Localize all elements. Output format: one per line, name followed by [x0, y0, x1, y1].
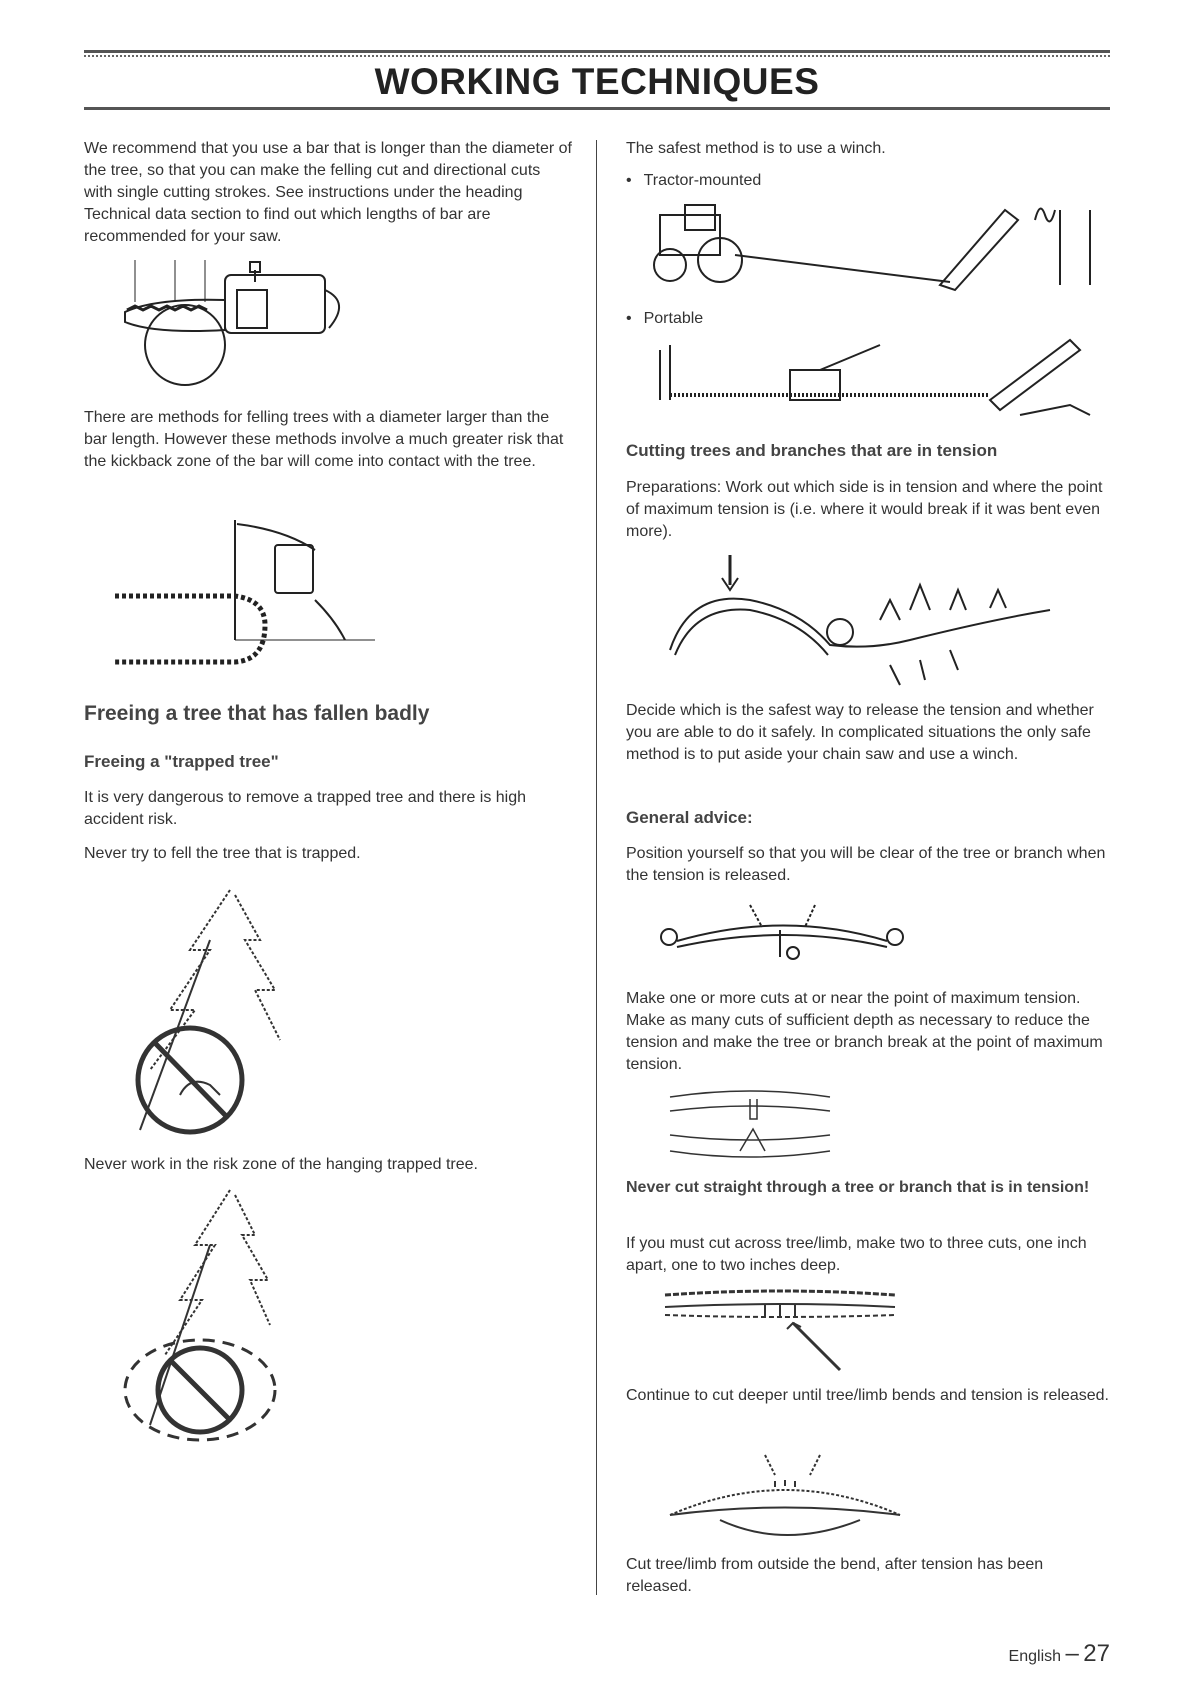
safest-way-paragraph: Decide which is the safest way to release the tension and whether you are able to do it safely. In complicated situations the only safe method is to put aside your chain saw and use a winch.: [626, 702, 1094, 763]
tractor-winch-illustration: [640, 200, 1100, 295]
portable-winch-illustration: [650, 340, 1090, 425]
bullet-tractor-label: Tractor-mounted: [643, 172, 762, 189]
bullet-tractor-mounted: [626, 172, 761, 190]
page-title: WORKING TECHNIQUES: [374, 61, 820, 102]
cut-deeper-paragraph: Continue to cut deeper until tree/limb bends and tension is released.: [626, 1387, 1109, 1404]
kickback-zone-illustration: [115, 510, 385, 680]
multiple-cuts-paragraph: If you must cut across tree/limb, make two to three cuts, one inch apart, one to two inches deep.: [626, 1235, 1087, 1274]
tension-tree-illustration: [650, 550, 1070, 690]
header-band: [84, 50, 1110, 110]
general-advice-heading: General advice:: [626, 808, 753, 827]
never-fell-trapped-paragraph: Never try to fell the tree that is trapped.: [84, 845, 361, 862]
freeing-tree-heading: Freeing a tree that has fallen badly: [84, 702, 430, 725]
bullet-dot: •: [626, 172, 632, 189]
clear-position-illustration: [655, 895, 915, 975]
large-diameter-paragraph: There are methods for felling trees with a diameter larger than the bar length. However these methods involve a much greater risk that the kickback zone of the bar will come into contact with the tree.: [84, 409, 564, 470]
bullet-portable: [626, 310, 703, 328]
winch-paragraph: The safest method is to use a winch.: [626, 140, 886, 157]
position-yourself-paragraph: Position yourself so that you will be clear of the tree or branch when the tension is released.: [626, 845, 1106, 884]
cut-after-release-paragraph: Cut tree/limb from outside the bend, after tension has been released.: [626, 1556, 1044, 1595]
page-footer: [1009, 1640, 1110, 1668]
three-cuts-illustration: [655, 1285, 905, 1380]
risk-zone-illustration: [120, 1185, 280, 1445]
bullet-dot: •: [626, 310, 632, 327]
tension-cuts-illustration: [665, 1085, 835, 1165]
bar-length-paragraph: We recommend that you use a bar that is longer than the diameter of the tree, so that you can make the felling cut and directional cuts with single cutting strokes. See instructions under the heading Technical data section to find out which lengths of bar are recommended for your saw.: [84, 140, 572, 245]
trapped-tree-danger-paragraph: It is very dangerous to remove a trapped tree and there is high accident risk.: [84, 789, 527, 828]
risk-zone-paragraph: Never work in the risk zone of the hanging trapped tree.: [84, 1156, 478, 1173]
cuts-at-tension-paragraph: Make one or more cuts at or near the point of maximum tension. Make as many cuts of sufficient depth as necessary to reduce the tension and make the tree or branch break at the point of maximum tension.: [626, 990, 1103, 1073]
footer-dash: –: [1065, 1640, 1079, 1667]
column-divider: [596, 140, 597, 1595]
footer-language: English: [1008, 1648, 1062, 1665]
chainsaw-illustration: [115, 250, 355, 390]
prohibited-felling-illustration: [110, 880, 300, 1140]
trapped-tree-subheading: Freeing a "trapped tree": [84, 752, 279, 771]
cut-outside-bend-illustration: [660, 1440, 920, 1550]
tension-heading: Cutting trees and branches that are in tension: [626, 441, 998, 460]
preparations-paragraph: Preparations: Work out which side is in tension and where the point of maximum tension is (i.e. where it would break if it was bent even more).: [626, 479, 1103, 540]
never-cut-warning: Never cut straight through a tree or branch that is in tension!: [626, 1179, 1090, 1196]
bullet-portable-label: Portable: [643, 310, 704, 327]
footer-page-number: 27: [1083, 1640, 1110, 1667]
